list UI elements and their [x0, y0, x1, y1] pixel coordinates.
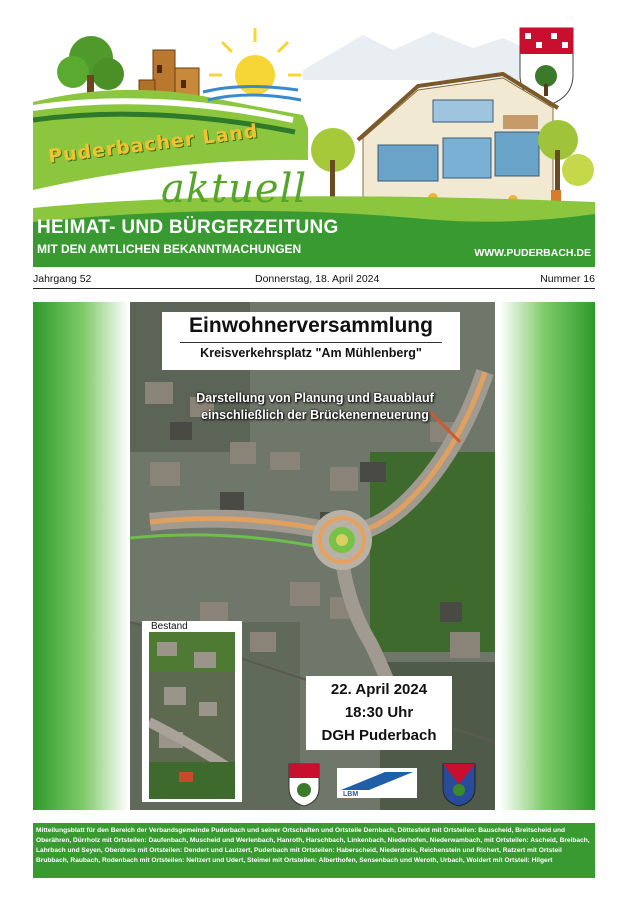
brand-suffix: aktuell: [161, 166, 308, 212]
masthead-subline: MIT DEN AMTLICHEN BEKANNTMACHUNGEN: [37, 242, 302, 256]
website-link[interactable]: WWW.PUDERBACH.DE: [474, 247, 591, 259]
footer-banner: [33, 823, 595, 878]
footer-text: Mitteilungsblatt für den Bereich der Verbandsgemeinde Puderbach und seiner Ortschaften und Ortsteile Dernbach, Döttesfeld mit Ortsteilen: Bauscheid, Breitscheid und Oberähren, Dürrholz mit Ortsteilen: Daufenbach, Muscheid und Werlenbach, Hanroth, Harschbach, Linkenbach, Niederhofen, Niederwambach, mit Ortsteilen: Ascheid, Breibach, Lahrbach und Seyen, Oberdreis mit Ortsteilen: Dendert und Lautzert, Puderbach mit Ortsteilen: Haberscheid, Niederdreis, Reichenstein und Richert, Ratzert mit Ortsteil Brubbach, Raubach, Rodenbach mit Ortsteilen: Neitzert und Udert, Steimel mit Ortsteilen: Alberthofen, Sensenbach und Weroth, Urbach, Woldert mit Ortsteil: Hilgert: [36, 827, 590, 864]
event-place: DGH Puderbach: [321, 727, 437, 744]
brand-name: Puderbacher Land: [47, 120, 260, 168]
poster-description-line1: Darstellung von Planung und Bauablauf: [196, 391, 434, 405]
issue-date: Donnerstag, 18. April 2024: [255, 273, 380, 285]
issue-number: Nummer 16: [540, 273, 595, 285]
event-poster: [130, 302, 495, 810]
poster-title: Einwohnerversammlung: [189, 314, 433, 337]
event-date: 22. April 2024: [330, 681, 428, 698]
poster-title-box: [162, 312, 460, 370]
sun-icon: [209, 28, 301, 95]
municipality-crest-icon: [443, 764, 475, 806]
event-details-box: [306, 676, 452, 750]
masthead: [33, 20, 595, 267]
issue-year: Jahrgang 52: [33, 273, 92, 285]
lbm-logo-text: LBM: [343, 791, 359, 798]
lbm-logo: [337, 768, 417, 798]
masthead-headline: HEIMAT- UND BÜRGERZEITUNG: [37, 217, 339, 238]
current-state-photo: [149, 632, 235, 799]
issue-info-bar: [33, 268, 595, 289]
event-time: 18:30 Uhr: [344, 704, 414, 721]
puderbach-crest-icon: [289, 764, 319, 806]
poster-description-line2: einschließlich der Brückenerneuerung: [201, 408, 429, 422]
poster-description: [170, 390, 460, 424]
poster-subtitle: Kreisverkehrsplatz "Am Mühlenberg": [200, 346, 422, 360]
inset-label: Bestand: [151, 621, 188, 632]
logo-strip: [285, 760, 495, 808]
roundabout-icon: [312, 510, 372, 570]
title-divider: [180, 342, 442, 343]
current-state-inset: [142, 621, 242, 802]
